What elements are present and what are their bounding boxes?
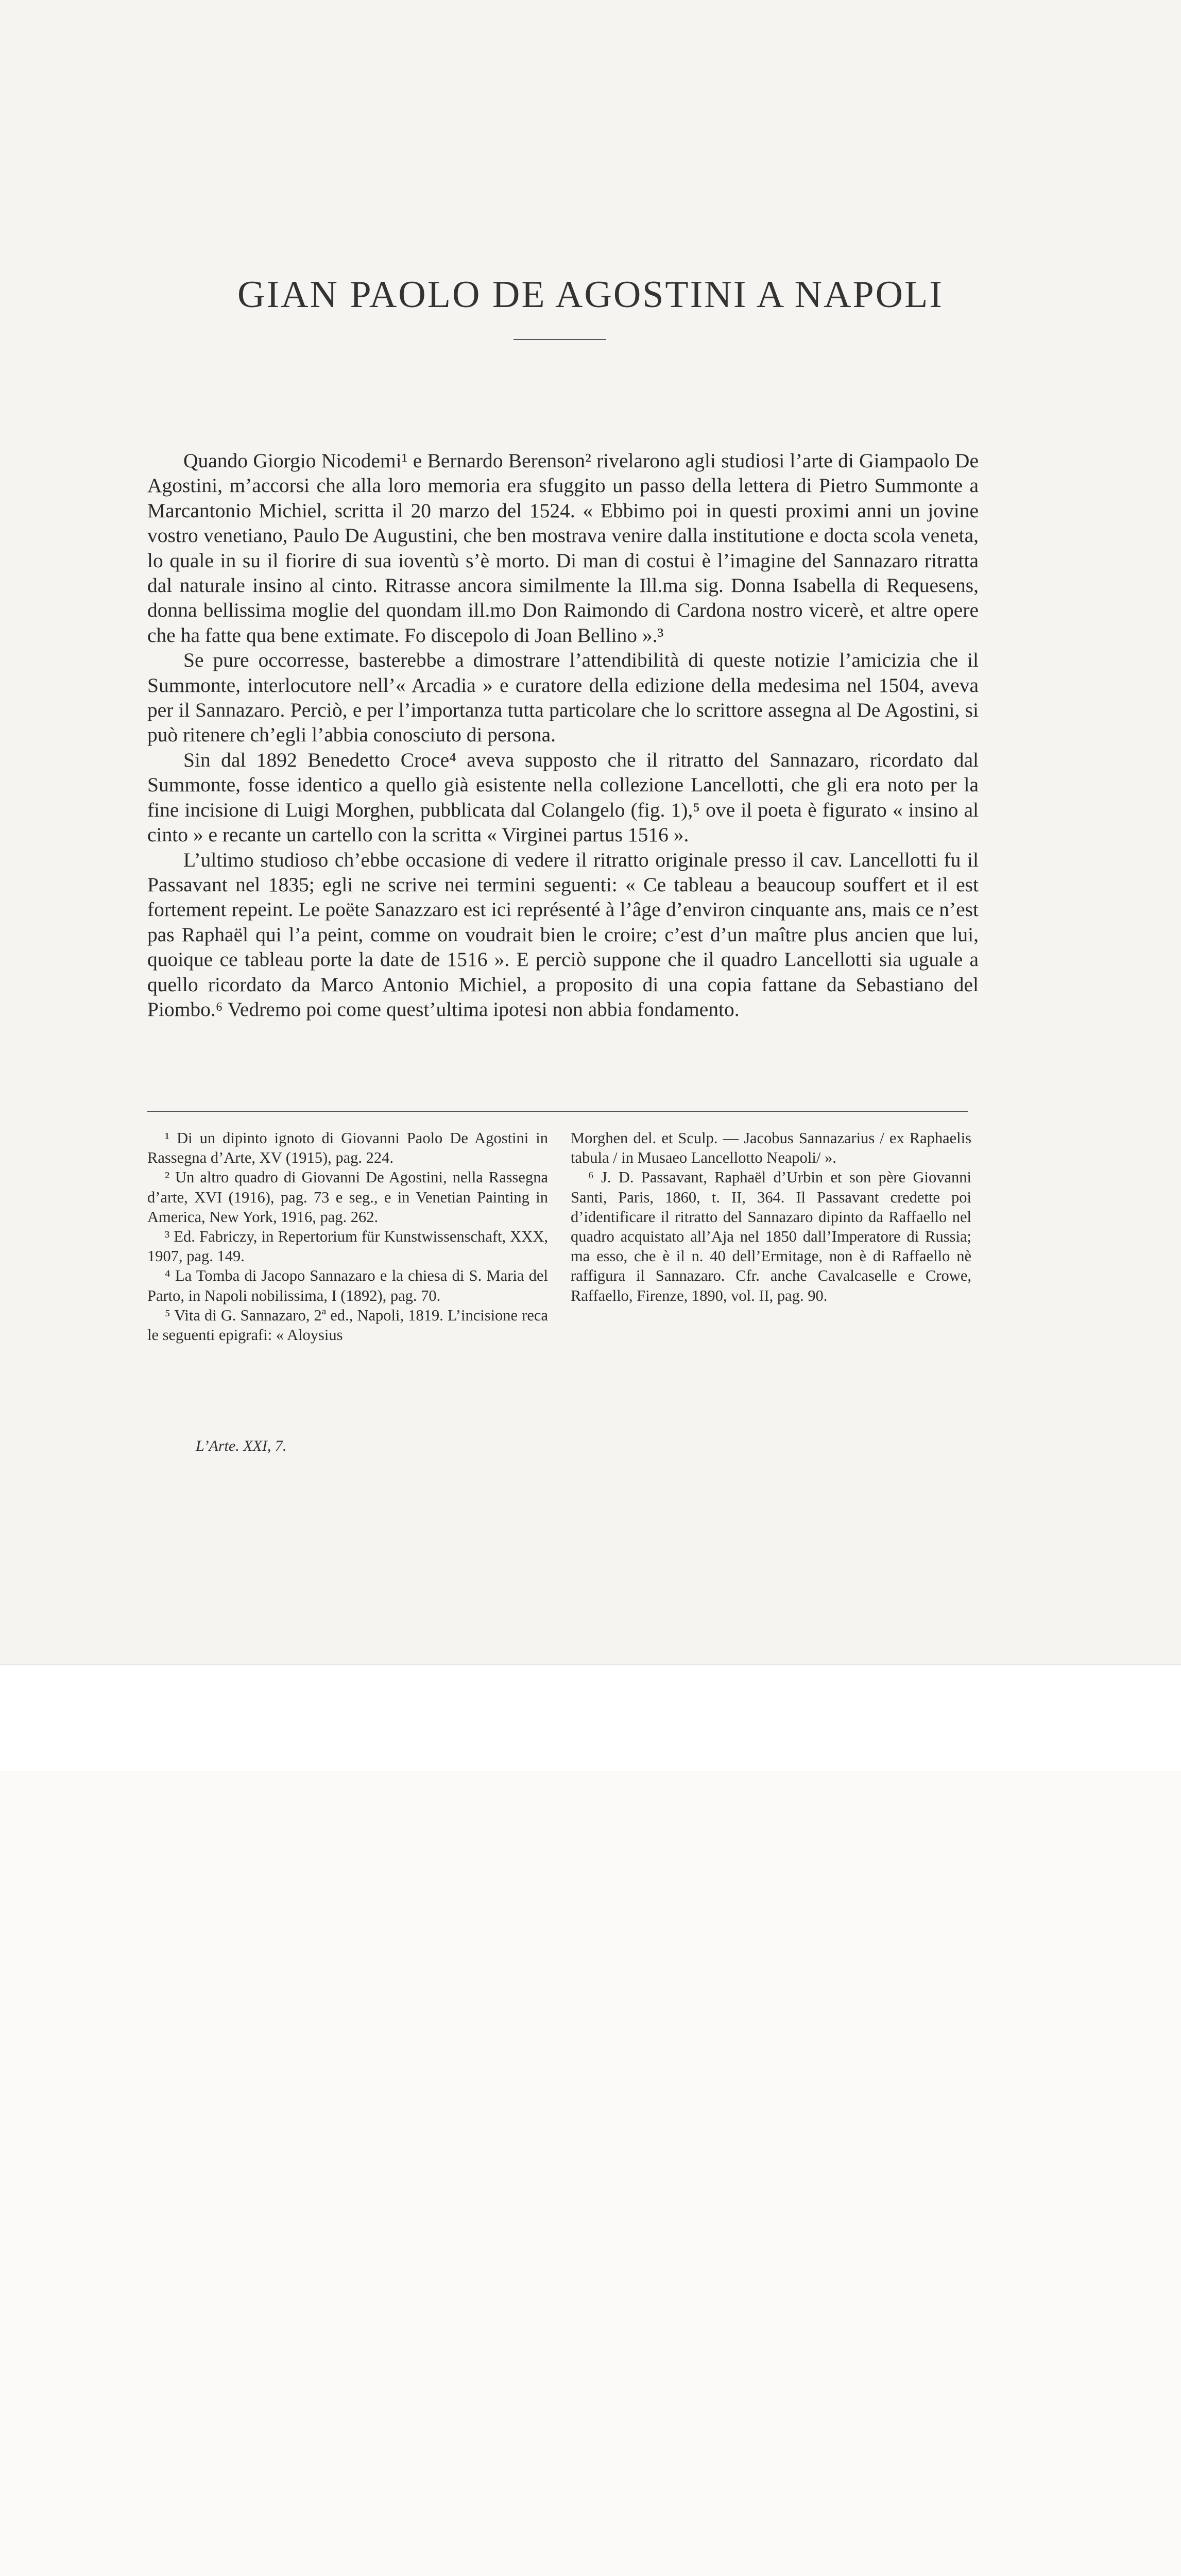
footnotes-right-column	[571, 1128, 971, 1306]
footnote-continuation: Morghen del. et Sculp. — Jacobus Sannazarius / ex Raphaelis tabula / in Musaeo Lancellotto Neapoli/ ».	[571, 1129, 971, 1167]
page-title: GIAN PAOLO DE AGOSTINI A NAPOLI	[237, 274, 944, 316]
footer-bar	[0, 1664, 1181, 1771]
footnote: ² Un altro quadro di Giovanni De Agostini, nella Rassegna d’arte, XVI (1916), pag. 73 e seg., e in Venetian Painting in America, New York, 1916, pag. 262.	[147, 1168, 548, 1226]
signature-mark: L’Arte. XXI, 7.	[196, 1437, 287, 1454]
title-divider	[514, 339, 606, 340]
footnote-divider	[147, 1111, 968, 1112]
footnote: ³ Ed. Fabriczy, in Repertorium für Kunstwissenschaft, XXX, 1907, pag. 149.	[147, 1228, 548, 1265]
footnote: ⁵ Vita di G. Sannazaro, 2ª ed., Napoli, 1819. L’incisione reca le seguenti epigrafi: « Aloysius	[147, 1306, 548, 1344]
paragraph: L’ultimo studioso ch’ebbe occasione di vedere il ritratto originale presso il cav. Lancellotti fu il Passavant nel 1835; egli ne scrive nei termini seguenti: « Ce tableau a beaucoup souffert et il est fortement repeint. Le poëte Sanazzaro est ici représenté à l’âge d’environ cinquante ans, mais ce n’est pas Raphaël qui l’a peint, comme on voudrait bien le croire; c’est d’un maître plus ancien que lui, quoique ce tableau porte la date de 1516 ». E perciò suppone che il quadro Lancellotti sia uguale a quello ricordato da Marco Antonio Michiel, a proposito di una copia fattane da Sebastiano del Piombo.⁶ Vedremo poi come quest’ultima ipotesi non abbia fondamento.	[147, 848, 979, 1021]
paragraph: Se pure occorresse, basterebbe a dimostrare l’attendibilità di queste notizie l’amicizia che il Summonte, interlocutore nell’« Arcadia » e curatore della edizione della medesima nel 1504, aveva per il Sannazaro. Perciò, e per l’importanza tutta particolare che lo scrittore assegna al De Agostini, si può ritenere ch’egli l’abbia conosciuto di persona.	[147, 649, 979, 747]
footnote: ⁴ La Tomba di Jacopo Sannazaro e la chiesa di S. Maria del Parto, in Napoli nobilissima, I (1892), pag. 70.	[147, 1267, 548, 1304]
footnote: ⁶ J. D. Passavant, Raphaël d’Urbin et son père Giovanni Santi, Paris, 1860, t. II, 364. Il Passavant credette poi d’identificare il ritratto del Sannazaro dipinto da Raffaello nel quadro acquistato all’Aja nel 1850 dall’Imperatore di Russia; ma esso, che è il n. 40 dell’Ermitage, non è di Raffaello nè raffigura il Sannazaro. Cfr. anche Cavalcaselle e Crowe, Raffaello, Firenze, 1890, vol. II, pag. 90.	[571, 1168, 971, 1304]
paragraph: Quando Giorgio Nicodemi¹ e Bernardo Berenson² rivelarono agli studiosi l’arte di Giampaolo De Agostini, m’accorsi che alla loro memoria era sfuggito un passo della lettera di Pietro Summonte a Marcantonio Michiel, scritta il 20 marzo del 1524. « Ebbimo poi in questi proximi anni un jovine vostro venetiano, Paulo De Augustini, che ben mostrava venire dalla institutione e docta scola veneta, lo quale in su il fiorire di sua ioventù s’è morto. Di man di costui è l’imagine del Sannazaro ritratta dal naturale insino al cinto. Ritrasse ancora similmente la Ill.ma sig. Donna Isabella di Requesens, donna bellissima moglie del quondam ill.mo Don Raimondo di Cardona nostro vicerè, et altre opere che ha fatte qua bene extimate. Fo discepolo di Joan Bellino ».³	[147, 449, 979, 647]
article-body	[147, 448, 979, 1022]
footnote: ¹ Di un dipinto ignoto di Giovanni Paolo De Agostini in Rassegna d’Arte, XV (1915), pag. 224.	[147, 1129, 548, 1167]
footnotes-left-column	[147, 1128, 548, 1345]
paragraph: Sin dal 1892 Benedetto Croce⁴ aveva supposto che il ritratto del Sannazaro, ricordato dal Summonte, fosse identico a quello già esistente nella collezione Lancellotti, che gli era noto per la fine incisione di Luigi Morghen, pubblicata dal Colangelo (fig. 1),⁵ ove il poeta è figurato « insino al cinto » e recante un cartello con la scritta « Virginei partus 1516 ».	[147, 748, 979, 846]
